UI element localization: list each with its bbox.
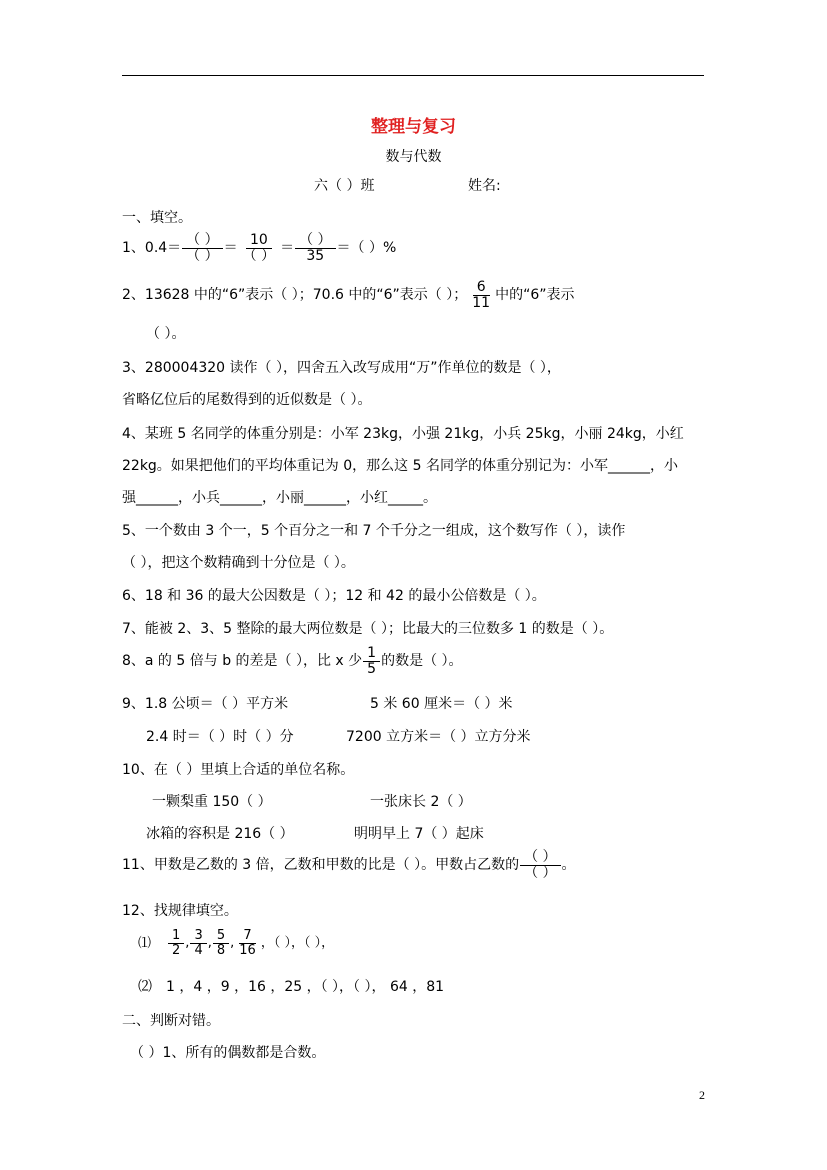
page-number: 2 (699, 1088, 705, 1102)
fraction: $\frac{5}{8}$ (213, 929, 229, 957)
section-heading-judge: 二、判断对错。 (122, 1013, 220, 1029)
question-10: 10、在（ ）里填上合适的单位名称。 (122, 762, 355, 778)
question-3-line-2: 省略亿位后的尾数得到的近似数是（ ）。 (122, 392, 372, 408)
fraction: $\frac{1}{5}$ (363, 646, 380, 676)
question-4-line-2: 22kg。如果把他们的平均体重记为 0，那么这 5 名同学的体重分别记为：小军______，小 (122, 458, 678, 474)
question-9-c: 2.4 时＝（ ）时（ ）分 (146, 729, 294, 745)
question-2-line-2: （ ）。 (146, 326, 186, 342)
question-9-d: 7200 立方米＝（ ）立方分米 (346, 729, 531, 745)
question-2-line-1: 2、13628 中的“6”表示（ ）；70.6 中的“6”表示（ ）； $\frac{6}{11}$ 中的“6”表示 (122, 279, 575, 311)
question-1: 1、0.4＝ $\frac{( )}{( )}$ ＝ $\frac{10}{( )}$ ＝ $\frac{( )}{35}$ ＝（ ）% (122, 232, 397, 264)
question-7: 7、能被 2、3、5 整除的最大两位数是（ ）；比最大的三位数多 1 的数是（ ）。 (122, 621, 614, 637)
fraction: $\frac{( )}{( )}$ (520, 850, 560, 880)
question-10-a: 一颗梨重 150（ ） (152, 794, 272, 810)
question-10-b: 一张床长 2（ ） (370, 794, 472, 810)
page-title: 整理与复习 (371, 117, 456, 137)
fraction: $\frac{3}{4}$ (190, 929, 206, 957)
section-heading-fill: 一、填空。 (122, 210, 192, 226)
fraction: $\frac{6}{11}$ (472, 279, 491, 311)
fraction: $\frac{( )}{( )}$ (182, 233, 222, 263)
question-3-line-1: 3、280004320 读作（ ），四舍五入改写成用“万”作单位的数是（ ）， (122, 360, 561, 376)
question-8: 8、a 的 5 倍与 b 的差是（ ），比 x 少 $\frac{1}{5}$ 的数是（ ）。 (122, 645, 463, 677)
judge-item-1: （ ）1、所有的偶数都是合数。 (130, 1045, 326, 1061)
page-subtitle: 数与代数 (385, 149, 442, 165)
fraction: $\frac{1}{2}$ (168, 929, 184, 957)
question-12-part-1: ⑴ $\frac{1}{2}$ , $\frac{3}{4}$ , $\frac{5}{8}$ , $\frac{7}{16}$ ，（ ），（ ）， (138, 928, 335, 958)
question-9-b: 5 米 60 厘米＝（ ）米 (370, 696, 513, 712)
question-9-a: 9、1.8 公顷＝（ ）平方米 (122, 696, 289, 712)
question-10-c: 冰箱的容积是 216（ ） (146, 826, 294, 842)
question-12: 12、找规律填空。 (122, 903, 238, 919)
header-rule (122, 75, 704, 76)
question-12-part-2: ⑵ 1 ，4 ，9 ，16 ，25 ，（ ），（ ）， 64 ，81 (138, 979, 445, 995)
fraction: $\frac{( )}{35}$ (295, 233, 335, 263)
fraction: $\frac{7}{16}$ (239, 928, 256, 958)
question-5-line-2: （ ），把这个数精确到十分位是（ ）。 (122, 555, 355, 571)
question-4-line-1: 4、某班 5 名同学的体重分别是：小军 23kg，小强 21kg，小兵 25kg，小丽 24kg，小红 (122, 426, 684, 442)
question-5-line-1: 5、一个数由 3 个一，5 个百分之一和 7 个千分之一组成，这个数写作（ ），读作 (122, 523, 626, 539)
name-label: 姓名: (468, 178, 501, 194)
question-6: 6、18 和 36 的最大公因数是（ ）；12 和 42 的最小公倍数是（ ）。 (122, 588, 546, 604)
class-label: 六（ ）班 (314, 178, 375, 194)
question-10-d: 明明早上 7（ ）起床 (354, 826, 484, 842)
question-11: 11、甲数是乙数的 3 倍，乙数和甲数的比是（ ）。甲数占乙数的 $\frac{( )}{( )}$ 。 (122, 849, 576, 881)
question-4-line-3: 强______，小兵______，小丽______，小红_____。 (122, 490, 437, 506)
fraction: $\frac{10}{( )}$ (242, 232, 276, 264)
